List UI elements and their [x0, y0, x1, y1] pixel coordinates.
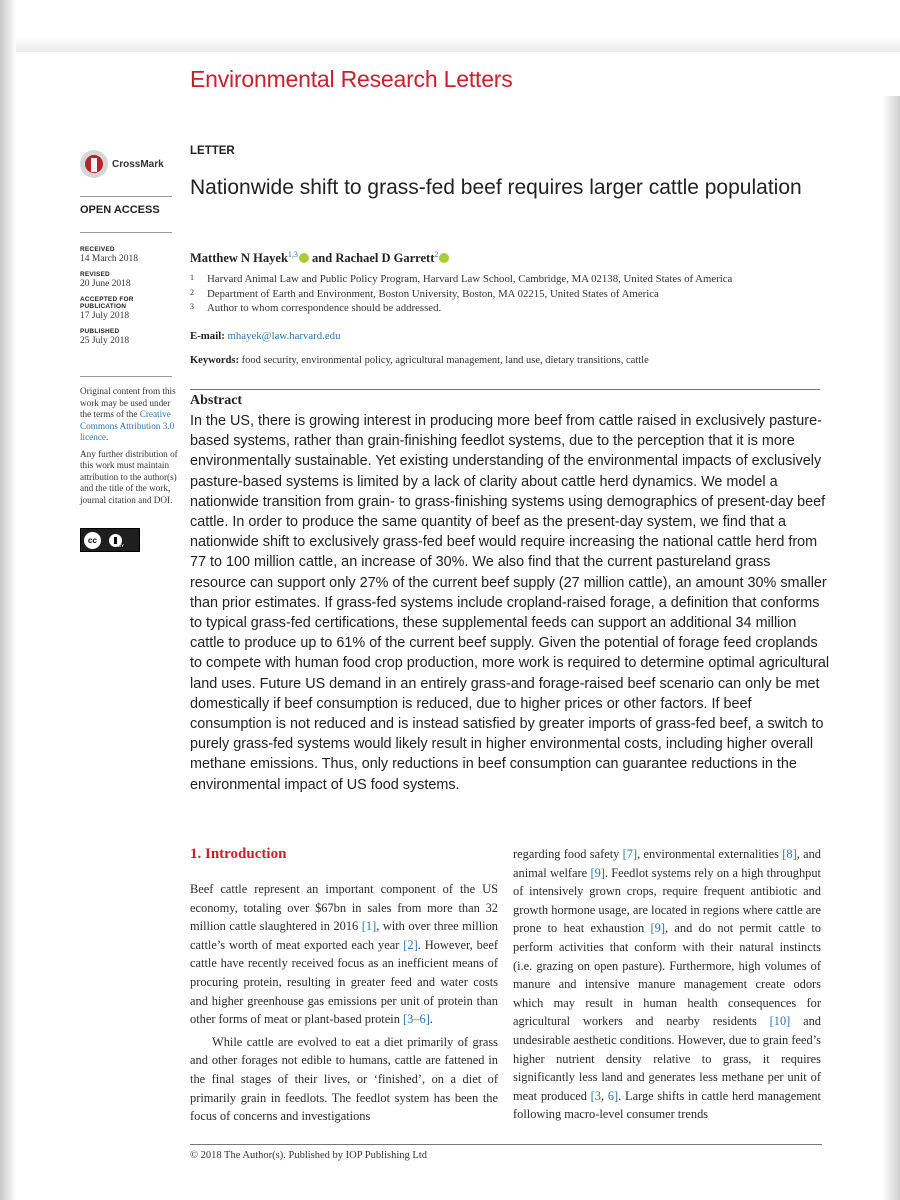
email-label: E-mail:: [190, 330, 225, 342]
citation-link[interactable]: 6]: [607, 1088, 619, 1103]
date-label-revised: REVISED: [80, 271, 110, 278]
affiliation-number: 1: [190, 273, 194, 282]
cc-by-label: BY: [118, 543, 125, 548]
citation-link[interactable]: [7]: [622, 847, 638, 861]
affiliations: [190, 272, 810, 316]
article-type: LETTER: [190, 145, 235, 157]
citation-link[interactable]: [10]: [769, 1014, 791, 1029]
copyright-footer: © 2018 The Author(s). Published by IOP Publishing Ltd: [190, 1150, 427, 1161]
date-value-revised: 20 June 2018: [80, 279, 131, 289]
cc-icon: cc: [84, 532, 101, 549]
affiliation-text: Harvard Animal Law and Public Policy Program, Harvard Law School, Cambridge, MA 02138, United States of America: [207, 273, 733, 285]
keywords-label: Keywords:: [190, 355, 239, 366]
abstract-text: In the US, there is growing interest in producing more beef from cattle raised in exclusively pasture-based systems, rather than grain-finishing feedlot systems, due to the perception that it is more environmentally sustainable. Yet existing understanding of the environmental impacts of exclusively pasture-based systems is limited by a lack of clarity about cattle herd dynamics. We model a nationwide transition from grain- to grass-finishing systems using demographics of present-day beef cattle. In order to produce the same quantity of beef as the present-day system, we find that a nationwide shift to exclusively grass-fed beef would require increasing the national cattle herd from 77 to 100 million cattle, an increase of 30%. We also find that the current pastureland grass resource can support only 27% of the current beef supply (27 million cattle), an amount 30% smaller than prior estimates. If grass-fed systems include cropland-raised forage, a definition that conforms to typical grass-fed certifications, these supplemental feeds can support an additional 34 million cattle to produce up to 61% of the current beef supply. Given the potential of forage feed croplands to compete with human food crop production, more work is required to determine optimal agricultural land uses. Future US demand in an entirely grass-and forage-raised beef scenario can only be met domestically if beef consumption is reduced, due to higher prices or other factors. If beef consumption is not reduced and is instead satisfied by greater imports of grass-fed beef, a switch to purely grass-fed systems would likely result in higher environmental costs, including higher overall methane emissions. Thus, only reductions in beef consumption can guarantee reductions in the environmental impact of US food systems.: [190, 413, 830, 793]
body-text: regarding food safety: [513, 847, 623, 861]
license-link[interactable]: Creative Commons Attribution 3.0 licence: [80, 409, 175, 442]
author-affiliation-marker: 1,3: [287, 250, 298, 259]
body-text: Beef cattle represent an important component of the US economy, totaling over $67bn in sales from more than 32 million cattle slaughtered in 2016: [190, 882, 498, 934]
crossmark-label: CrossMark: [112, 158, 164, 170]
affiliation-item: [190, 287, 810, 302]
affiliation-number: 2: [190, 287, 194, 297]
affiliation-text: Department of Earth and Environment, Boston University, Boston, MA 02215, United States of America: [207, 287, 659, 300]
body-text: and undesirable aesthetic conditions. However, due to grain feed’s higher nutrient density relative to grass, it requires significantly less land and generates less methane per unit of meat produced: [513, 1014, 821, 1103]
body-text: . Large shifts in cattle herd management following macro-level consumer trends: [513, 1088, 821, 1122]
affiliation-number: 3: [190, 302, 194, 312]
license-notice: [80, 386, 178, 511]
license-paragraph: [80, 386, 178, 444]
date-value-published: 25 July 2018: [80, 336, 130, 346]
author-joiner: and: [308, 251, 336, 266]
crossmark-icon: [80, 150, 108, 178]
scan-top-shadow: [0, 0, 900, 52]
citation-link[interactable]: [1]: [361, 919, 377, 934]
journal-name: Environmental Research Letters: [190, 66, 513, 92]
date-value-accepted: 17 July 2018: [80, 311, 130, 321]
body-text: , and animal welfare: [513, 847, 821, 880]
scan-right-shadow: [882, 96, 900, 1200]
body-text: , with over three million cattle’s worth of meat exported each year: [190, 919, 498, 952]
body-paragraph: [190, 880, 498, 1029]
citation-link[interactable]: [3–6]: [402, 1012, 430, 1027]
scan-left-shadow: [0, 0, 16, 1200]
body-text: . However, beef cattle have recently received focus as an inefficient means of procuring protein, resulting in greater feed and water costs and higher greenhouse gas emissions per unit of protein than other forms of meat or plant-based protein: [190, 937, 498, 1027]
abstract-divider: [190, 389, 820, 390]
author-list: [190, 250, 449, 266]
body-text: . Feedlot systems rely on a high throughput of intensively grown crops, require frequent antibiotic and growth hormone usage, are located in regions where cattle are prone to heat exhaustion: [513, 865, 822, 936]
abstract-heading: Abstract: [190, 393, 243, 408]
body-text: ,: [601, 1088, 608, 1103]
citation-link[interactable]: [9]: [590, 865, 605, 880]
body-paragraph: While cattle are evolved to eat a diet primarily of grass and other forages not edible to humans, cattle are fattened in the final stages of their lives, or ‘finished’, on a diet of primarily grain in feedlots. The feedlot system has been the focus of concerns and investigations: [190, 1034, 498, 1124]
cc-by-license-icon[interactable]: [80, 528, 140, 552]
date-label-published: PUBLISHED: [80, 328, 120, 335]
author-name: Rachael D Garrett: [335, 251, 435, 266]
keywords-text: food security, environmental policy, agricultural management, land use, dietary transitions, cattle: [241, 355, 649, 366]
date-label-received: RECEIVED: [80, 246, 115, 253]
footer-divider: [190, 1144, 822, 1145]
license-text: Original content from this work may be used under the terms of the: [80, 386, 176, 419]
author-affiliation-marker: 2: [434, 250, 439, 259]
sidebar-divider: [80, 376, 172, 377]
email-link[interactable]: mhayek@law.harvard.edu: [227, 330, 341, 342]
affiliation-item: [190, 272, 810, 287]
body-text: .: [429, 1012, 433, 1027]
sidebar-divider: [80, 196, 172, 197]
license-text-end: .: [106, 432, 109, 442]
author-name: Matthew N Hayek: [190, 251, 288, 266]
citation-link[interactable]: [3: [590, 1088, 601, 1103]
publication-dates: [80, 240, 180, 347]
orcid-icon[interactable]: [299, 253, 309, 263]
article-title: Nationwide shift to grass-fed beef requires larger cattle population: [190, 176, 802, 199]
affiliation-text: Author to whom correspondence should be addressed.: [207, 302, 442, 315]
date-label-accepted: ACCEPTED FOR PUBLICATION: [80, 296, 134, 310]
body-paragraph: [513, 845, 821, 1124]
citation-link[interactable]: [8]: [782, 847, 797, 861]
citation-link[interactable]: [2]: [403, 937, 418, 952]
body-text: , and do not permit cattle to perform activities that conform with their natural instincts (i.e. grazing on open pasture). Furthermore, high volumes of manure and intensive manure management create odors which may result in human health consequences for agricultural workers and nearby residents: [513, 921, 821, 1029]
body-column-left: [190, 880, 498, 1126]
body-text: , environmental externalities: [637, 847, 783, 861]
section-heading-introduction: 1. Introduction: [190, 846, 287, 862]
sidebar-divider: [80, 232, 172, 233]
date-value-received: 14 March 2018: [80, 254, 139, 264]
crossmark-badge[interactable]: [80, 150, 164, 178]
keywords: [190, 355, 649, 366]
affiliation-item: [190, 301, 810, 316]
orcid-icon[interactable]: [439, 253, 449, 263]
open-access-label: OPEN ACCESS: [80, 204, 160, 216]
body-column-right: [513, 845, 821, 1124]
license-attribution: Any further distribution of this work must maintain attribution to the author(s) and the title of the work, journal citation and DOI.: [80, 448, 178, 505]
citation-link[interactable]: [9]: [650, 921, 665, 936]
correspondence-email: [190, 330, 340, 342]
